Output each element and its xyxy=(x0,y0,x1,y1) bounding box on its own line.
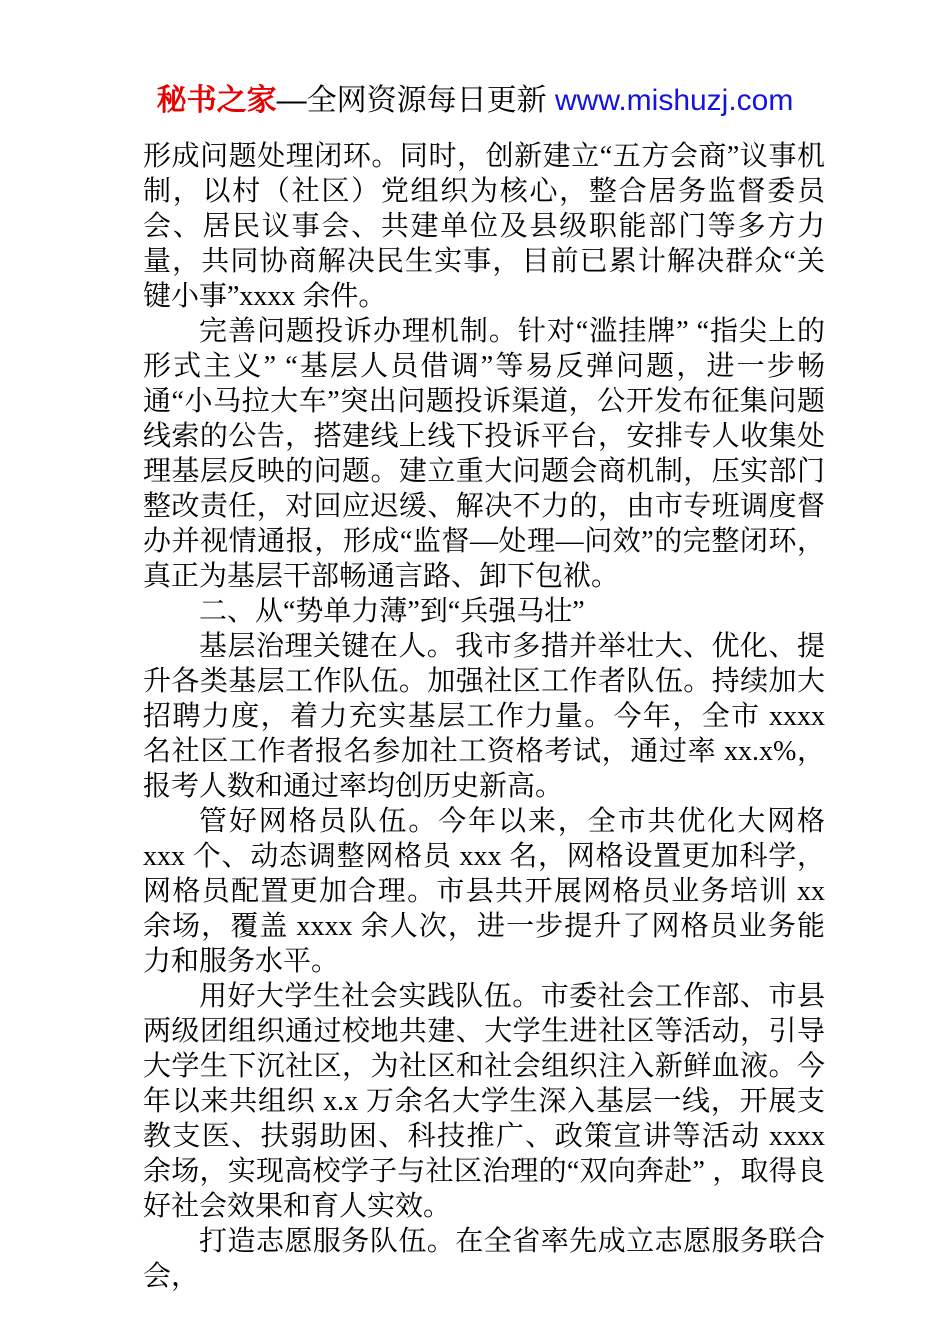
para-complaint-mechanism: 完善问题投诉办理机制。针对“滥挂牌” “指尖上的形式主义” “基层人员借调”等易反弹问题，进一步畅通“小马拉大车”突出问题投诉渠道，公开发布征集问题线索的公告，搭建线上线下投诉平台，安排专人收集处理基层反映的问题。建立重大问题会商机制，压实部门整改责任，对回应迟缓、解决不力的，由市专班调度督办并视情通报，形成“监督—处理—问效”的完整闭环，真正为基层干部畅通言路、卸下包袱。 xyxy=(143,316,825,592)
para-college-students: 用好大学生社会实践队伍。市委社会工作部、市县两级团组织通过校地共建、大学生进社区等活动，引导大学生下沉社区，为社区和社会组织注入新鲜血液。今年以来共组织 x.x 万余名大学生深入基层一线，开展支教支医、扶弱助困、科技推广、政策宣讲等活动 xxxx 余场，实现高校学子与社区治理的“双向奔赴” ，取得良好社会效果和育人实效。 xyxy=(143,981,825,1222)
para-volunteer-teams: 打造志愿服务队伍。在全省率先成立志愿服务联合会， xyxy=(143,1226,825,1292)
document-body xyxy=(143,139,825,1294)
para-closed-loop-continuation: 形成问题处理闭环。同时，创新建立“五方会商”议事机制，以村（社区）党组织为核心，整合居务监督委员会、居民议事会、共建单位及县级职能部门等多方力量，共同协商解决民生实事，目前已累计解决群众“关键小事”xxxx 余件。 xyxy=(143,141,825,312)
para-grid-workers: 管好网格员队伍。今年以来，全市共优化大网格 xxx 个、动态调整网格员 xxx 名，网格设置更加科学，网格员配置更加合理。市县共开展网格员业务培训 xx 余场，覆盖 xxxx 余人次，进一步提升了网格员业务能力和服务水平。 xyxy=(143,806,825,977)
para-community-workers: 基层治理关键在人。我市多措并举壮大、优化、提升各类基层工作队伍。加强社区工作者队伍。持续加大招聘力度，着力充实基层工作力量。今年，全市 xxxx 名社区工作者报名参加社工资格考试，通过率 xx.x%，报考人数和通过率均创历史新高。 xyxy=(143,631,825,802)
site-tagline: —全网资源每日更新 xyxy=(276,84,555,117)
site-header xyxy=(0,84,950,118)
site-name: 秘书之家 xyxy=(156,84,277,117)
site-url-link[interactable]: www.mishuzj.com xyxy=(554,84,794,117)
heading-section-two: 二、从“势单力薄”到“兵强马壮” xyxy=(199,596,585,627)
